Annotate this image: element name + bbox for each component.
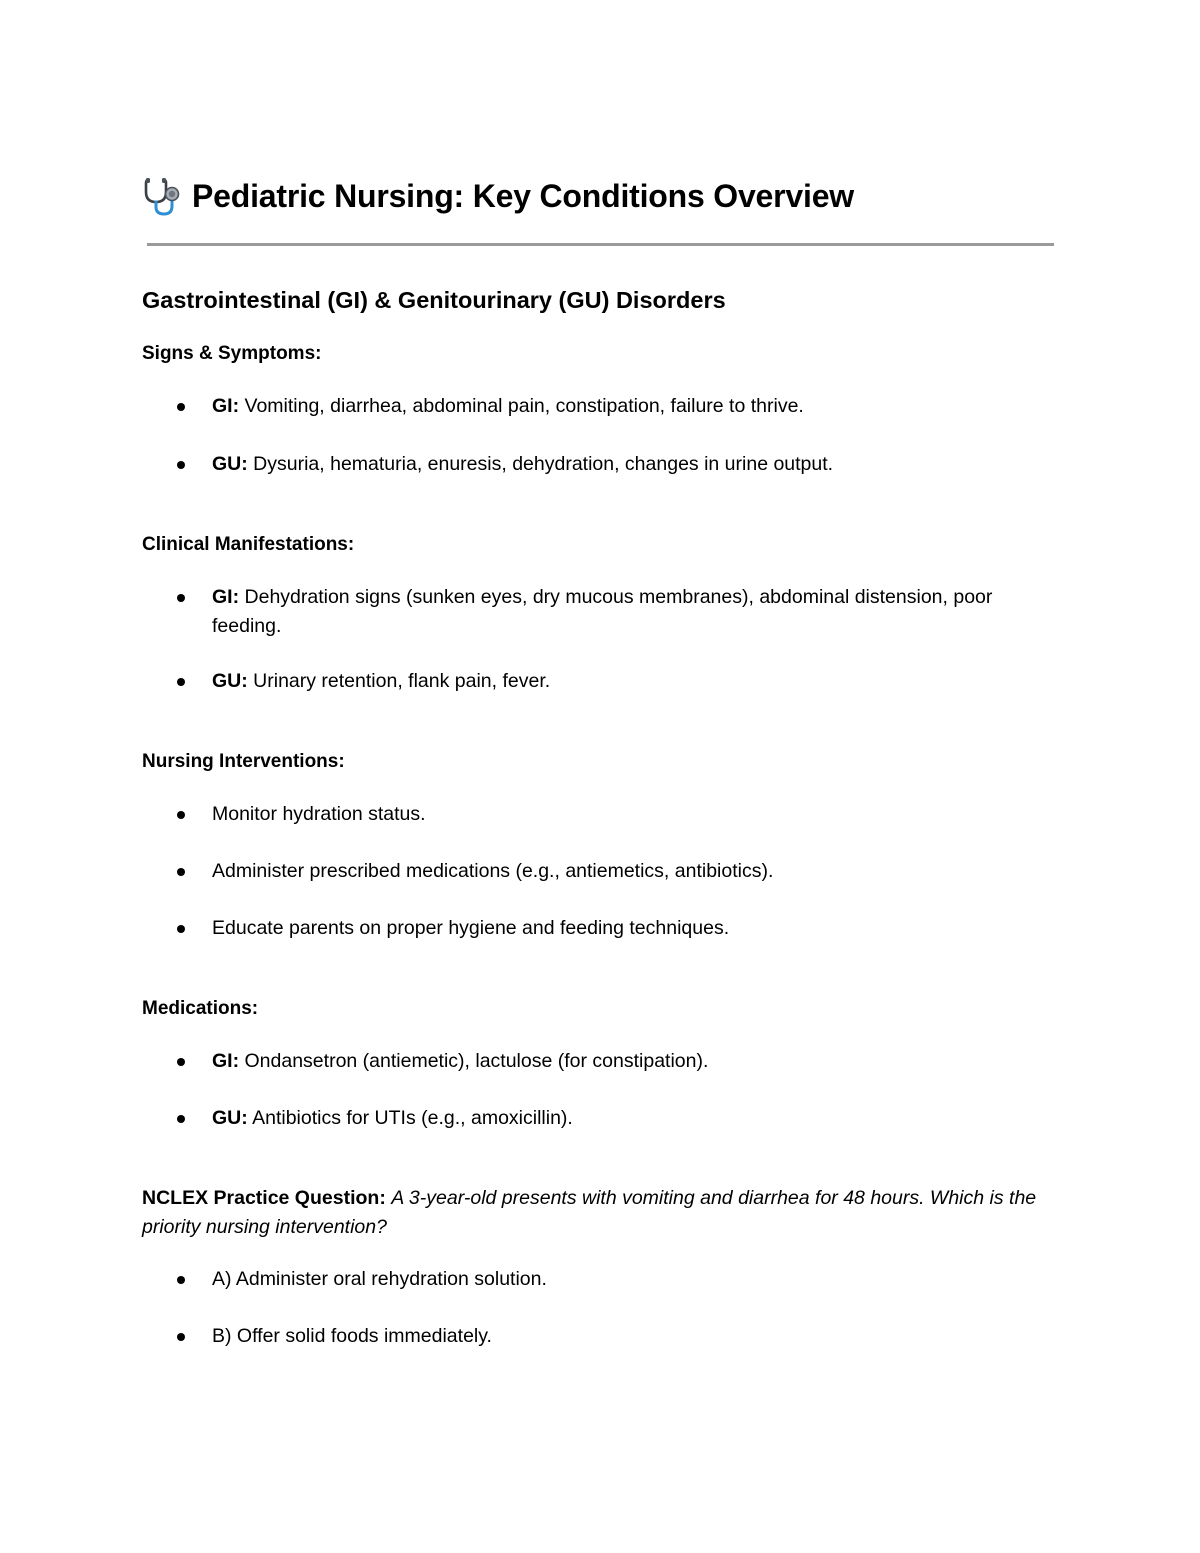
list-item-text: Ondansetron (antiemetic), lactulose (for constipation). xyxy=(239,1050,709,1072)
bullet-icon xyxy=(177,1058,185,1066)
list-item xyxy=(212,392,1042,421)
list-item-label: GI: xyxy=(212,1050,240,1072)
list-item-label: GI: xyxy=(212,395,240,417)
list-item xyxy=(212,857,1042,886)
list-item xyxy=(212,1104,1042,1133)
bullet-icon xyxy=(177,403,185,411)
bullet-icon xyxy=(177,925,185,933)
nursing-interventions-heading: Nursing Interventions: xyxy=(142,751,345,772)
list-item-text: Antibiotics for UTIs (e.g., amoxicillin). xyxy=(247,1107,573,1129)
section-heading: Gastrointestinal (GI) & Genitourinary (GU) Disorders xyxy=(142,287,726,313)
list-item-text: Monitor hydration status. xyxy=(212,803,426,825)
medications-heading: Medications: xyxy=(142,998,259,1019)
list-item-text: Vomiting, diarrhea, abdominal pain, constipation, failure to thrive. xyxy=(239,395,804,417)
list-item-text: Dehydration signs (sunken eyes, dry mucous membranes), abdominal distension, poor feeding. xyxy=(212,586,993,637)
nclex-question-text: A 3-year-old presents with vomiting and diarrhea for 48 hours. Which is the priority nursing intervention? xyxy=(142,1187,1037,1238)
list-item-text: Administer prescribed medications (e.g., antiemetics, antibiotics). xyxy=(212,860,774,882)
signs-symptoms-heading: Signs & Symptoms: xyxy=(142,343,322,364)
clinical-manifestations-heading: Clinical Manifestations: xyxy=(142,534,355,555)
page-title: Pediatric Nursing: Key Conditions Overview xyxy=(192,178,854,214)
list-item xyxy=(212,583,1042,641)
list-item-label: GU: xyxy=(212,1107,248,1129)
bullet-icon xyxy=(177,594,185,602)
answer-option xyxy=(212,1265,1042,1294)
list-item-text: Dysuria, hematuria, enuresis, dehydration, changes in urine output. xyxy=(247,453,834,475)
list-item-text: Educate parents on proper hygiene and feeding techniques. xyxy=(212,917,730,939)
bullet-icon xyxy=(177,811,185,819)
list-item xyxy=(212,450,1042,479)
list-item-label: GU: xyxy=(212,670,248,692)
list-item xyxy=(212,800,1042,829)
list-item-label: GU: xyxy=(212,453,248,475)
answer-option xyxy=(212,1322,1042,1351)
bullet-icon xyxy=(177,868,185,876)
nclex-question xyxy=(142,1184,1042,1242)
bullet-icon xyxy=(177,1115,185,1123)
list-item-label: GI: xyxy=(212,586,240,608)
title-row xyxy=(142,174,854,218)
list-item xyxy=(212,1047,1042,1076)
list-item-text: Urinary retention, flank pain, fever. xyxy=(247,670,551,692)
bullet-icon xyxy=(177,461,185,469)
answer-option-text: B) Offer solid foods immediately. xyxy=(212,1325,492,1347)
list-item xyxy=(212,914,1042,943)
bullet-icon xyxy=(177,678,185,686)
nclex-label: NCLEX Practice Question: xyxy=(142,1187,386,1209)
answer-option-text: A) Administer oral rehydration solution. xyxy=(212,1268,547,1290)
list-item xyxy=(212,667,1042,696)
stethoscope-icon xyxy=(142,175,184,217)
bullet-icon xyxy=(177,1333,185,1341)
horizontal-divider xyxy=(147,243,1054,246)
bullet-icon xyxy=(177,1276,185,1284)
